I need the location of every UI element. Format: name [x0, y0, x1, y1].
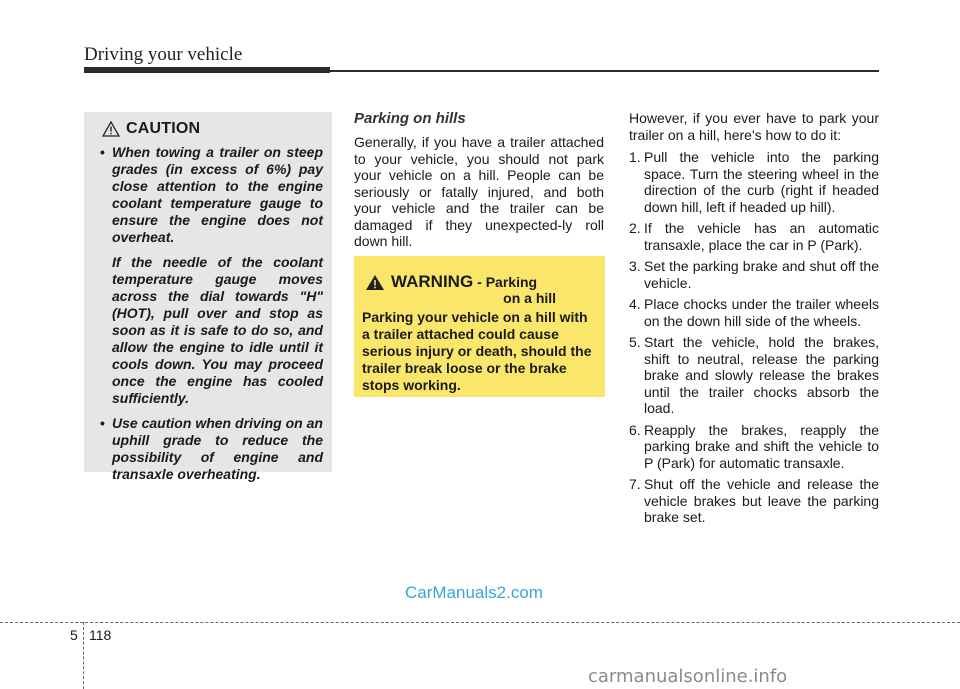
- caution-item-text: Use caution when driving on an uphill grade to reduce the possibility of engine and transaxle overheating.: [112, 415, 323, 482]
- step-item: [629, 334, 879, 417]
- caution-triangle-icon: [102, 121, 120, 137]
- warning-triangle-icon: [365, 274, 385, 291]
- step-item: [629, 296, 879, 329]
- parking-heading: Parking on hills: [354, 110, 466, 127]
- page-number: 118: [89, 627, 112, 643]
- step-number: 5.: [629, 334, 641, 350]
- step-number: 6.: [629, 421, 641, 438]
- footer-divider: [83, 622, 84, 689]
- step-number: 1.: [629, 149, 641, 165]
- step-number: 3.: [629, 258, 641, 274]
- steps-intro: However, if you ever have to park your trailer on a hill, here's how to do it:: [629, 110, 879, 143]
- parking-section: [354, 110, 604, 250]
- caution-box: [84, 112, 332, 482]
- warning-subtitle: [477, 274, 556, 306]
- step-number: 7.: [629, 476, 641, 492]
- section-title: Driving your vehicle: [84, 44, 243, 65]
- step-item: [629, 258, 879, 291]
- parking-body: Generally, if you have a trailer attached to your vehicle, you should not park your vehicle on a hill. People can be seriously or fatally injured, and both your vehicle and the trailer can be damaged if they unexpected-ly roll down hill.: [354, 134, 604, 249]
- caution-item-text: When towing a trailer on steep grades (in excess of 6%) pay close attention to the engine coolant temperature gauge to ensure the engine does not overheat.: [112, 144, 323, 245]
- bullet: •: [100, 415, 105, 431]
- hill-parking-steps-section: [629, 110, 879, 531]
- step-item: [629, 220, 879, 253]
- step-item: [629, 149, 879, 215]
- footer-rule: [0, 622, 960, 623]
- caution-continuation: If the needle of the coolant temperature gauge moves across the dial towards "H" (HOT), pull over and stop as soon as it is safe to do so, and allow the engine to idle until it cools down. You may proceed once the engine has cooled sufficiently.: [112, 254, 323, 406]
- step-number: 4.: [629, 296, 641, 312]
- step-text: Start the vehicle, hold the brakes, shift to neutral, release the parking brake and slowly release the brakes until the trailer chocks absorb the load.: [644, 334, 879, 416]
- site-watermark: carmanualsonline.info: [588, 666, 788, 687]
- header-rule-accent: [84, 67, 330, 73]
- step-text: Shut off the vehicle and release the vehicle brakes but leave the parking brake set.: [644, 476, 879, 525]
- caution-item: [96, 415, 323, 483]
- caution-item: [96, 144, 323, 246]
- steps-list: [629, 149, 879, 526]
- warning-title: WARNING: [391, 272, 474, 291]
- warning-box: [354, 256, 605, 397]
- step-number: 2.: [629, 220, 641, 236]
- step-text: Place chocks under the trailer wheels on the down hill side of the wheels.: [644, 296, 879, 329]
- step-text: Pull the vehicle into the parking space. Turn the steering wheel in the direction of the curb (right if headed down hill, left if headed up hill).: [644, 149, 879, 215]
- step-text: Reapply the brakes, reapply the parking brake and shift the vehicle to P (Park) for automatic transaxle.: [644, 421, 879, 471]
- step-item: [629, 422, 879, 472]
- bullet: •: [100, 144, 105, 160]
- warning-subtitle-line: on a hill: [503, 290, 557, 306]
- caution-header: [102, 120, 323, 138]
- chapter-number: 5: [70, 627, 78, 643]
- step-text: Set the parking brake and shut off the vehicle.: [644, 258, 879, 291]
- step-item: [629, 476, 879, 526]
- step-text: If the vehicle has an automatic transaxle, place the car in P (Park).: [644, 220, 879, 253]
- watermark-link[interactable]: CarManuals2.com: [405, 583, 543, 602]
- caution-title: CAUTION: [126, 120, 201, 137]
- warning-header: [362, 264, 597, 306]
- warning-body: Parking your vehicle on a hill with a trailer attached could cause serious injury or death, should the trailer break loose or the brake stops working.: [362, 309, 592, 393]
- warning-subtitle-line: - Parking: [477, 274, 538, 290]
- caution-list: [96, 144, 323, 483]
